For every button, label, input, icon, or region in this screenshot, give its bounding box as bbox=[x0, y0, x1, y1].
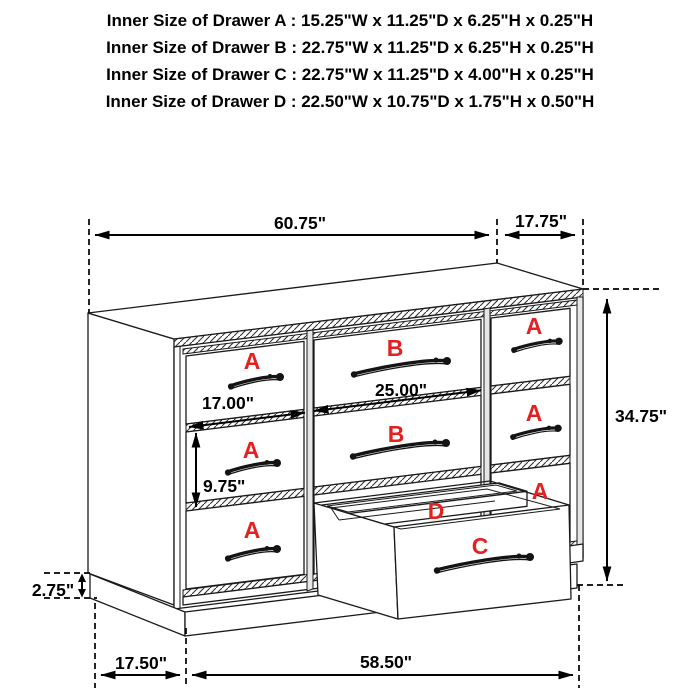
label-a1-left: A bbox=[243, 348, 261, 374]
drawer-d-spec: Inner Size of Drawer D : 22.50"W x 10.75"D x 1.75"H x 0.50"H bbox=[105, 92, 595, 111]
dim-base-height-label: 2.75" bbox=[31, 580, 75, 600]
dim-drawer-a-width-label: 17.00" bbox=[201, 393, 255, 413]
dim-base-height-arrow bbox=[78, 574, 86, 598]
label-a1-right: A bbox=[525, 313, 543, 339]
dim-drawer-a-height-label: 9.75" bbox=[203, 476, 246, 496]
dim-base-width-label: 58.50" bbox=[359, 652, 413, 672]
right-stile bbox=[577, 297, 583, 556]
side-panel bbox=[88, 313, 174, 605]
label-c: C bbox=[471, 533, 489, 559]
drawer-b-spec: Inner Size of Drawer B : 22.75"W x 11.25"D x 6.25"H x 0.25"H bbox=[106, 38, 594, 57]
dim-base-depth-label: 17.50" bbox=[114, 653, 168, 673]
divider-left bbox=[307, 330, 313, 591]
right-foot-bracket bbox=[569, 544, 583, 563]
label-a3-right: A bbox=[531, 478, 549, 504]
dim-height-label: 34.75" bbox=[615, 406, 668, 426]
dim-top-depth-label: 17.75" bbox=[514, 211, 568, 231]
label-b2: B bbox=[387, 421, 405, 447]
label-a2-left: A bbox=[242, 437, 260, 463]
drawer-c-spec: Inner Size of Drawer C : 22.75"W x 11.25"D x 4.00"H x 0.25"H bbox=[106, 65, 594, 84]
label-a2-right: A bbox=[525, 400, 543, 426]
label-b1: B bbox=[386, 335, 404, 361]
label-d: D bbox=[427, 498, 445, 524]
dim-drawer-b-width-label: 25.00" bbox=[374, 380, 428, 400]
dim-top-width-label: 60.75" bbox=[273, 213, 327, 233]
drawer-a-spec: Inner Size of Drawer A : 15.25"W x 11.25"D x 6.25"H x 0.25"H bbox=[106, 11, 594, 30]
label-a3-left: A bbox=[243, 517, 261, 543]
